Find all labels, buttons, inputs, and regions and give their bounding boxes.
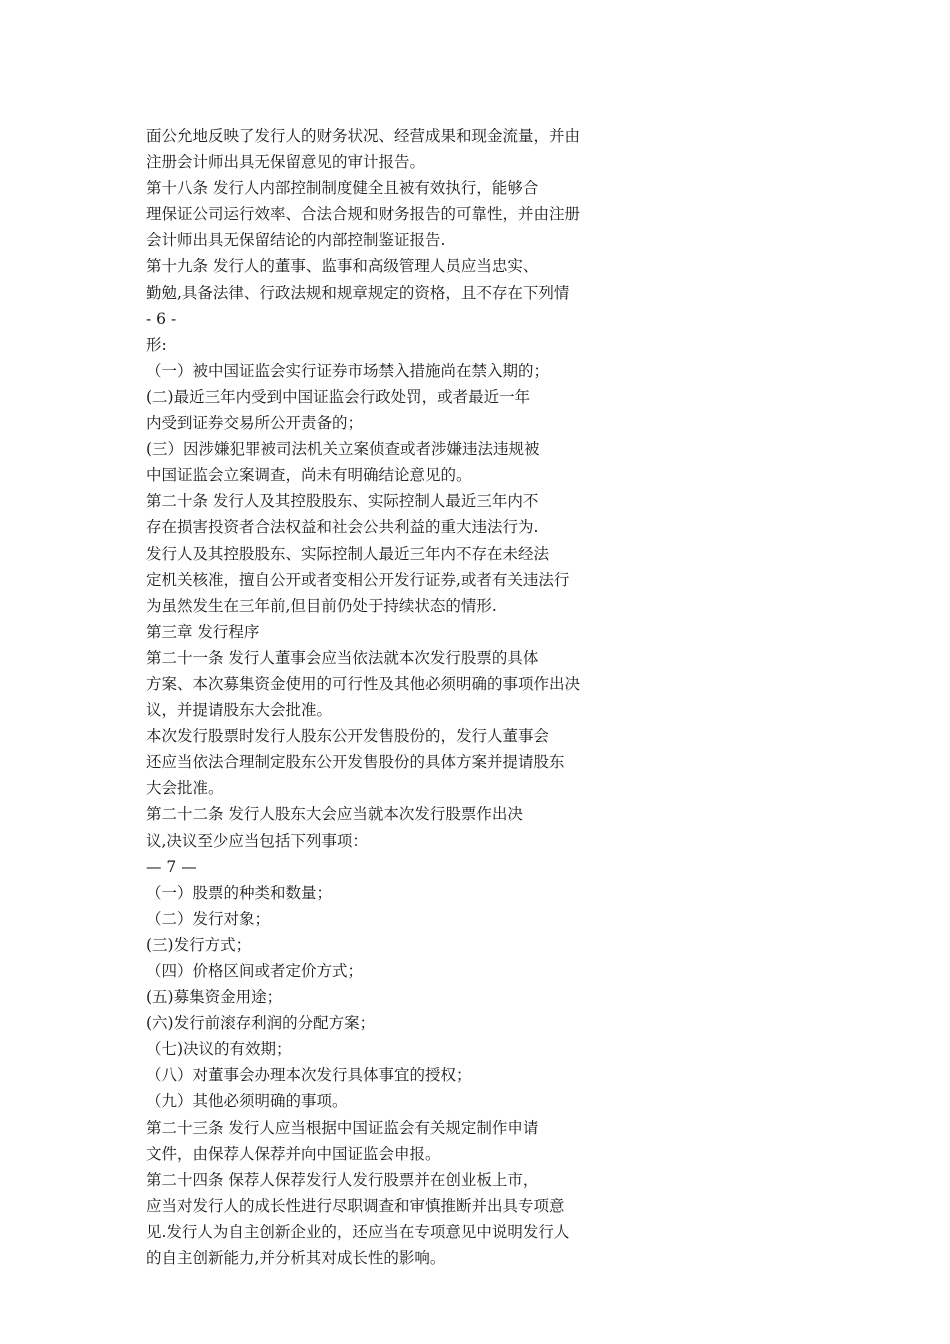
text-line: 的自主创新能力,并分析其对成长性的影响。 — [146, 1249, 446, 1268]
text-line: (六)发行前滚存利润的分配方案； — [146, 1014, 376, 1033]
text-line: 会计师出具无保留结论的内部控制鉴证报告. — [146, 231, 446, 250]
document-body — [146, 123, 626, 1271]
text-line: (三)发行方式； — [146, 935, 252, 954]
text-line: 面公允地反映了发行人的财务状况、经营成果和现金流量，并由 — [146, 127, 581, 145]
text-line: 第二十条 发行人及其控股股东、实际控制人最近三年内不 — [146, 492, 539, 511]
text-line: 见.发行人为自主创新企业的，还应当在专项意见中说明发行人 — [146, 1222, 570, 1241]
text-line: （一）股票的种类和数量； — [146, 883, 333, 902]
text-line: （七)决议的有效期； — [146, 1040, 292, 1059]
text-line: 第二十四条 保荐人保荐发行人发行股票并在创业板上市， — [146, 1170, 539, 1189]
text-line: 第二十三条 发行人应当根据中国证监会有关规定制作申请 — [146, 1118, 539, 1137]
text-line: 中国证监会立案调查，尚未有明确结论意见的。 — [146, 466, 472, 485]
text-line: 形: — [146, 335, 167, 354]
text-line: 议,决议至少应当包括下列事项： — [146, 831, 368, 850]
text-line: 第二十二条 发行人股东大会应当就本次发行股票作出决 — [146, 805, 523, 824]
text-line: (三）因涉嫌犯罪被司法机关立案侦查或者涉嫌违法违规被 — [146, 440, 540, 459]
text-line: （二）发行对象； — [146, 909, 271, 928]
text-line: （八）对董事会办理本次发行具体事宜的授权； — [146, 1066, 472, 1085]
text-line: 第十八条 发行人内部控制制度健全且被有效执行，能够合 — [146, 179, 539, 198]
text-line: - 6 - — [146, 309, 177, 328]
text-line: 第二十一条 发行人董事会应当依法就本次发行股票的具体 — [146, 648, 539, 667]
text-line: 存在损害投资者合法权益和社会公共利益的重大违法行为. — [146, 518, 539, 537]
text-line: 应当对发行人的成长性进行尽职调查和审慎推断并出具专项意 — [146, 1196, 565, 1215]
text-line: （九）其他必须明确的事项。 — [146, 1092, 348, 1111]
text-line: — 7 — — [146, 857, 197, 876]
text-line: 勤勉,具备法律、行政法规和规章规定的资格，且不存在下列情 — [146, 283, 570, 302]
text-line: 议，并提请股东大会批准。 — [146, 701, 333, 720]
text-line: 还应当依法合理制定股东公开发售股份的具体方案并提请股东 — [146, 753, 565, 772]
text-line: 本次发行股票时发行人股东公开发售股份的，发行人董事会 — [146, 727, 550, 746]
text-line: 发行人及其控股股东、实际控制人最近三年内不存在未经法 — [146, 544, 550, 563]
text-line: 定机关核准，擅自公开或者变相公开发行证券,或者有关违法行 — [146, 570, 570, 589]
text-line: （一）被中国证监会实行证券市场禁入措施尚在禁入期的； — [146, 361, 550, 380]
text-line: 为虽然发生在三年前,但目前仍处于持续状态的情形. — [146, 596, 497, 615]
text-line: (二)最近三年内受到中国证监会行政处罚，或者最近一年 — [146, 387, 531, 406]
text-line: 第三章 发行程序 — [146, 622, 260, 641]
text-line: 方案、本次募集资金使用的可行性及其他必须明确的事项作出决 — [146, 674, 581, 693]
text-line: 大会批准。 — [146, 779, 224, 798]
text-line: （四）价格区间或者定价方式； — [146, 962, 364, 980]
text-line: 注册会计师出具无保留意见的审计报告。 — [146, 153, 426, 172]
text-line: 文件，由保荐人保荐并向中国证监会申报。 — [146, 1144, 441, 1163]
text-line: (五)募集资金用途； — [146, 988, 283, 1007]
text-line: 第十九条 发行人的董事、监事和高级管理人员应当忠实、 — [146, 257, 539, 276]
text-line: 内受到证券交易所公开责备的； — [146, 414, 364, 433]
text-line: 理保证公司运行效率、合法合规和财务报告的可靠性，并由注册 — [146, 205, 581, 224]
